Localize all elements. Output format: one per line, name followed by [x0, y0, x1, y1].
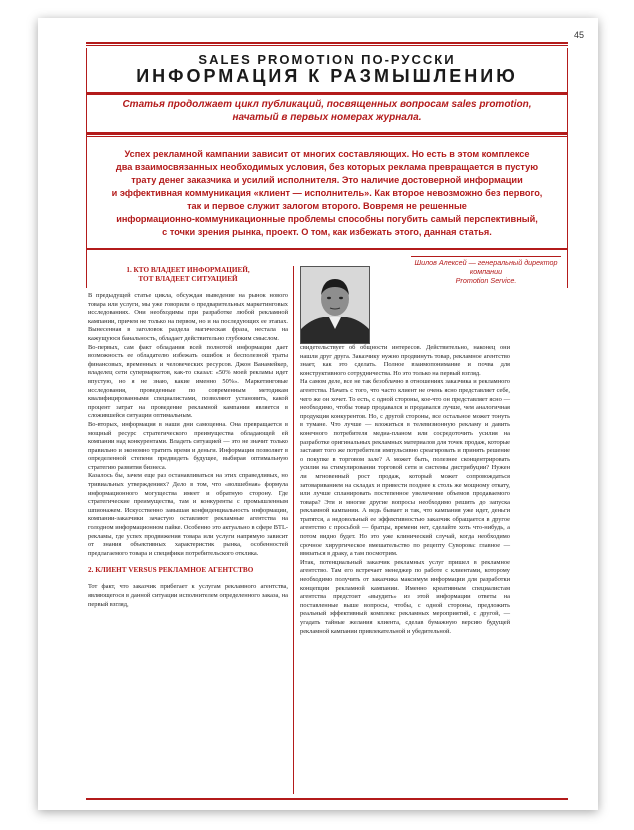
author-line: Promotion Service.	[455, 276, 517, 285]
subtitle-rule-thin	[87, 136, 567, 137]
header-box	[86, 48, 568, 288]
top-rule	[86, 42, 568, 44]
lead-rule	[87, 248, 567, 250]
subtitle-line: начатый в первых номерах журнала.	[232, 112, 422, 123]
section-1-title-line: 1. КТО ВЛАДЕЕТ ИНФОРМАЦИЕЙ,	[126, 266, 250, 274]
lead-paragraph	[95, 148, 559, 239]
subtitle-line: Статья продолжает цикл публикаций, посвященных вопросам sales promotion,	[122, 99, 532, 110]
section-2-title: 2. КЛИЕНТ VERSUS РЕКЛАМНОЕ АГЕНТСТВО	[88, 566, 254, 575]
paragraph: На самом деле, все не так безоблачно в отношениях заказчика и рекламного агентства. Начать с того, что часто клиент не очень ясно представляет себе, чего же он хочет. То есть, с одной стороны, кое-что он представляет ясно — необходимо, чтобы товар продавался и продавался лучше, чем аналогичная продукция конкурентов. Но, с другой стороны, все остальное может тонуть в тумане. Что лучше — вложиться в телевизионную рекламу и давить конечного потребителя медиа-планом или сосредоточить усилия на разработке оригинальных рекламных материалов для точек продаж, которые заставят того же потребителя импульсивно среагировать и принять решение о покупке в торговом зале? А может быть, полезнее сконцентрировать усилия на стимулировании торговой сети и системы дистрибуции? Нужен ли мгновенный рост продаж, который может сопровождаться затовариванием на складах и привести позднее к столь же мощному откату, или лучше спланировать постепенное увеличение объемов продаваемого товара? Эти и многие другие вопросы необходимо решить до запуска рекламной кампании. А ведь бывает и так, что кампания уже идет, деньги тратятся, а недовольный ее эффективностью заказчик обращается в другое агентство с просьбой — братцы, времени нет, сделайте хоть что-нибудь, а потом видно будет. Но это уже клинический случай, когда необходимо срочное хирургическое вмешательство по рецепту Суворова: главное — ввязаться в драку, а там посмотрим.	[300, 378, 510, 558]
author-credit	[411, 258, 561, 285]
author-rule	[411, 256, 561, 257]
lead-line: так и первое служит залогом второго. Вовремя не решенные	[187, 201, 467, 211]
lead-line: и эффективная коммуникация «клиент — исполнитель». Как второе невозможно без первого,	[111, 188, 543, 198]
subtitle-rule	[87, 132, 567, 135]
title-rule	[87, 92, 567, 95]
lead-line: трату денег заказчика и усилий исполнителя. Это наличие достоверной информации	[131, 175, 523, 185]
magazine-page	[38, 18, 598, 810]
author-portrait-icon	[301, 267, 369, 343]
paragraph: Казалось бы, зачем еще раз останавливаться на этих справедливых, но тривиальных утверждениях? Дело в том, что «волшебная» формула информационного могущества имеет и обратную сторону. Где стратегические преимущества, там и конкуренты с промышленным шпионажем. Искусственно завышая конфиденциальность информации, компании-заказчики зачастую оставляют рекламные агентства на голодном информационном пайке. Особенно это актуально в сфере BTL-рекламы, где успех продвижения товара или услуги напрямую зависит от знания объективных характеристик рынка, особенностей предлагаемого товара и специфики потребительского отклика.	[88, 472, 288, 557]
bottom-rule	[86, 798, 568, 800]
page-number: 45	[573, 30, 584, 40]
paragraph: Во-вторых, информация в наши дни самоценна. Она превращается в мощный ресурс стратегического преимущества обладающей ей компании над конкурентами. Владеть ситуацией — это не значит только правильно и экономно тратить время и деньги. Информация позволяет в определенной степени предвидеть будущее, выбирая оптимальную стратегию развития бизнеса.	[88, 420, 288, 471]
top-rule-thin	[86, 45, 568, 46]
section-1-title-line: ТОТ ВЛАДЕЕТ СИТУАЦИЕЙ	[138, 275, 238, 283]
page-title: ИНФОРМАЦИЯ К РАЗМЫШЛЕНИЮ	[136, 66, 518, 86]
supertitle: SALES PROMOTION ПО-РУССКИ	[198, 52, 456, 67]
article-subtitle	[97, 98, 557, 124]
lead-line: информационно-коммуникационные проблемы способны погубить самый перспективный,	[116, 214, 538, 224]
column-divider	[293, 266, 294, 794]
author-line: Шилов Алексей — генеральный директор компании	[414, 258, 558, 276]
author-photo	[300, 266, 370, 344]
paragraph: Тот факт, что заказчик прибегает к услугам рекламного агентства, являющегося в данной ситуации исполнителем определенного заказа, на первый взгляд,	[88, 583, 288, 608]
lead-line: два взаимосвязанных необходимых условия, без которых реклама превращается в пустую	[115, 162, 539, 172]
lead-line: Успех рекламной кампании зависит от многих составляющих. Но есть в этом комплексе	[124, 149, 530, 159]
paragraph: свидетельствует об общности интересов. Действительно, наконец они нашли друг друга. Заказчику нужно продвинуть товар, рекламное агентство знает, как это сделать. Полное взаимопонимание и почва для конструктивного сотрудничества. Но это только на первый взгляд.	[300, 344, 510, 377]
right-column	[300, 344, 510, 794]
paragraph: Итак, потенциальный заказчик рекламных услуг пришел в рекламное агентство. Там его встречает менеджер по работе с клиентами, которому необходимо получить от заказчика максимум информации для разработки концепции рекламной кампании. Именно креативным специалистам агентства предстоит «выудить» из этой информации ответы на поставленные выше вопросы, чтобы, с одной стороны, предложить реальный эффективный комплекс рекламных мероприятий, с другой, — угадать тайные желания клиента, сделав бумажную версию будущей рекламной кампании привлекательной и убедительной.	[300, 558, 510, 635]
left-column	[88, 266, 288, 796]
paragraph: В предыдущей статье цикла, обсуждая выведение на рынок нового товара или услуги, мы уже говорили о предварительных маркетинговых исследованиях. Они необходимы при разработке любой рекламной кампании, причем не только на первом, но и на последующих ее этапах. Вынесенная в заголовок раздела магическая фраза, нестала на кажущуюся банальность, обладает действительно глубоким смыслом.	[88, 292, 288, 342]
section-1-title	[88, 266, 288, 284]
paragraph: Во-первых, сам факт обладания всей полнотой информации дает возможность ее обладателю избежать ошибок и бесполезной траты финансовых, временных и человеческих ресурсов. Джон Ванамейкер, владелец сети супермаркетов, как-то сказал: «50% моей рекламы идет впустую, но я не знаю, какие именно 50%». Маркетинговые исследования, проведенные по современным методикам квалифицированными специалистами, позволяют установить, какой процент затрат на проведение рекламной кампании является в сложившейся ситуации оптимальным.	[88, 343, 288, 420]
lead-line: с точки зрения рынка, проект. О том, как избежать этого, данная статья.	[162, 227, 492, 237]
